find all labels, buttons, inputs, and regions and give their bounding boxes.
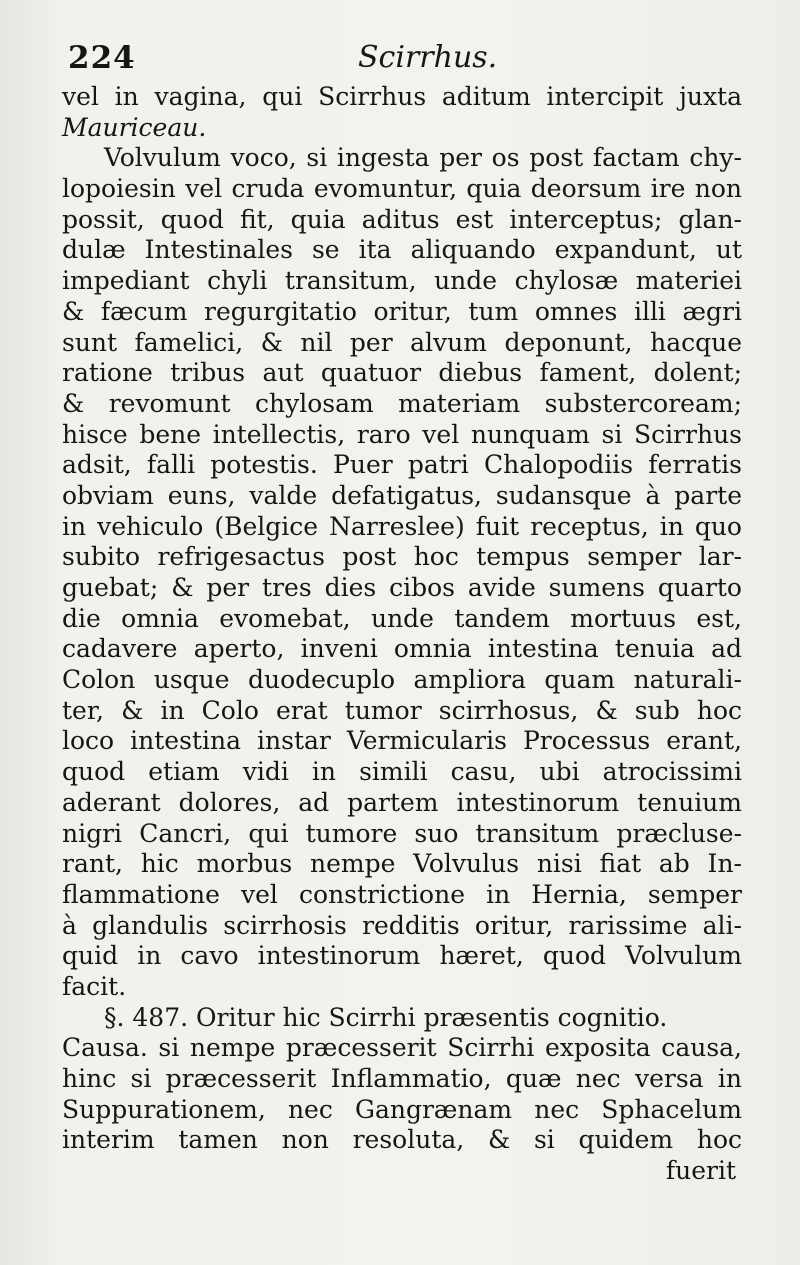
text-line: ratione tribus aut quatuor diebus fament, dolent;	[62, 358, 742, 388]
text-line: subito refrigesactus post hoc tempus semper lar-	[62, 542, 742, 572]
text-line: quod etiam vidi in simili casu, ubi atrocissimi	[62, 757, 742, 787]
text-line: sunt famelici, & nil per alvum deponunt, hacque	[62, 327, 742, 357]
running-head: Scirrhus.	[358, 40, 498, 75]
text-line: hinc si præcesserit Inflammatio, quæ nec versa in	[62, 1064, 742, 1093]
text-line: in vehiculo (Belgice Narreslee) fuit receptus, in quo	[62, 511, 742, 541]
page-header	[68, 40, 738, 88]
text-line: ter, & in Colo erat tumor scirrhosus, & sub hoc	[62, 695, 742, 725]
text-line: Colon usque duodecuplo ampliora quam naturali-	[62, 665, 742, 695]
text-line: & fæcum regurgitatio oritur, tum omnes illi ægri	[62, 296, 742, 326]
text-line: aderant dolores, ad partem intestinorum tenuium	[62, 787, 742, 817]
text-line: & revomunt chylosam materiam substercoream;	[62, 388, 742, 418]
text-line: interim tamen non resoluta, & si quidem hoc	[62, 1125, 742, 1155]
text-line: nigri Cancri, qui tumore suo transitum præclusе-	[62, 818, 742, 848]
text-line: à glandulis scirrhosis redditis oritur, rarissime ali-	[62, 910, 742, 940]
text-line: possit, quod fit, quia aditus est interceptus; glan-	[62, 204, 742, 234]
text-line: loco intestina instar Vermicularis Processus erant,	[62, 726, 742, 756]
text-line: adsit, falli potestis. Puer patri Chalopodiis ferratis	[62, 450, 742, 480]
text-line: Suppurationem, nec Gangrænam nec Sphacelum	[62, 1094, 742, 1124]
text-line: Causa. si nempe præcesserit Scirrhi exposita causa,	[62, 1033, 742, 1063]
text-line: vel in vagina, qui Scirrhus aditum intercipit juxta	[62, 82, 742, 111]
page-number: 224	[68, 40, 136, 76]
text-line: hisce bene intellectis, raro vel nunquam si Scirrhus	[62, 419, 742, 449]
text-line: quid in cavo intestinorum hæret, quod Volvulum	[62, 941, 742, 971]
section-heading: §. 487. Oritur hic Scirrhi præsentis cognitio.	[104, 1002, 668, 1032]
body-text	[62, 82, 742, 1187]
text-line: guebat; & per tres dies cibos avide sumens quarto	[62, 573, 742, 602]
text-line: die omnia evomebat, unde tandem mortuus est,	[62, 603, 742, 633]
catchword: fuerit	[665, 1156, 736, 1186]
text-line: facit.	[62, 971, 127, 1001]
text-line: cadavere aperto, inveni omnia intestina tenuia ad	[62, 634, 742, 664]
text-line: dulæ Intestinales se ita aliquando expandunt, ut	[62, 235, 742, 265]
text-line: lopoiesin vel cruda evomuntur, quia deorsum ire non	[62, 174, 742, 204]
text-line: obviam euns, valde defatigatus, sudansque à parte	[62, 480, 742, 510]
text-line: Volvulum voco, si ingesta per os post factam chy-	[104, 143, 742, 173]
text-line: flammatione vel constrictione in Hernia, semper	[62, 879, 742, 909]
text-line: rant, hic morbus nempe Volvulus nisi fiat ab In-	[62, 849, 742, 879]
text-line: impediant chyli transitum, unde chylosæ materiei	[62, 266, 742, 296]
text-line: Mauriceau.	[62, 112, 207, 142]
